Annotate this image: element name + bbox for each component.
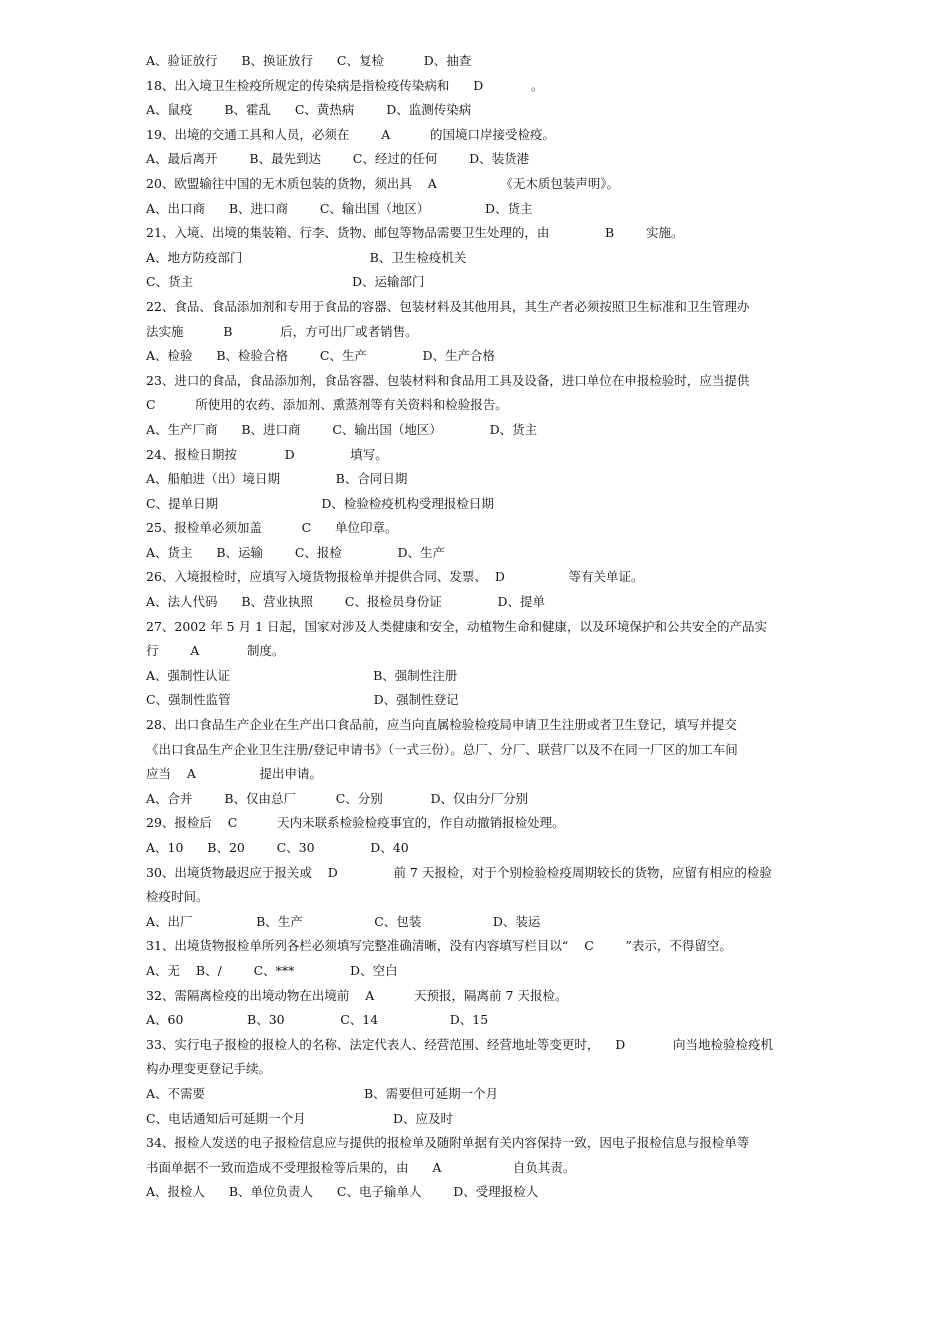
text-line: C、强制性监管 D、强制性登记: [146, 692, 459, 708]
text-line: A、验证放行 B、换证放行 C、复检 D、抽查: [146, 53, 472, 68]
text-line: 检疫时间。: [146, 889, 209, 905]
text-line: 32、需隔离检疫的出境动物在出境前 A 天预报，隔离前 7 天报检。: [146, 987, 568, 1003]
text-line: A、不需要 B、需要但可延期一个月: [146, 1085, 499, 1101]
text-line: A、出口商 B、进口商 C、输出国（地区） D、货主: [146, 200, 533, 216]
text-line: A、船舶进（出）境日期 B、合同日期: [146, 471, 408, 487]
text-line: 29、报检后 C 天内未联系检验检疫事宜的，作自动撤销报检处理。: [146, 815, 565, 831]
text-line: 18、出入境卫生检疫所规定的传染病是指检疫传染病和 D 。: [146, 77, 544, 93]
text-line: 23、进口的食品，食品添加剂，食品容器、包装材料和食品用工具及设备，进口单位在申报检验时，应当提供: [146, 372, 750, 388]
text-line: 19、出境的交通工具和人员，必须在 A 的国境口岸接受检疫。: [146, 126, 555, 142]
text-line: A、最后离开 B、最先到达 C、经过的任何 D、装货港: [146, 151, 530, 167]
text-line: A、货主 B、运输 C、报检 D、生产: [146, 544, 446, 560]
text-line: C、提单日期 D、检验检疫机构受理报检日期: [146, 495, 494, 511]
text-line: A、出厂 B、生产 C、包装 D、装运: [146, 913, 541, 929]
text-line: C、电话通知后可延期一个月 D、应及时: [146, 1110, 454, 1126]
text-line: 28、出口食品生产企业在生产出口食品前，应当向直属检验检疫局申请卫生注册或者卫生登记，填写并提交: [146, 717, 737, 733]
text-line: 34、报检人发送的电子报检信息应与提供的报检单及随附单据有关内容保持一致，因电子报检信息与报检单等: [146, 1135, 750, 1151]
text-line: A、地方防疫部门 B、卫生检疫机关: [146, 249, 467, 265]
text-line: A、无 B、/ C、*** D、空白: [146, 962, 398, 978]
text-line: 构办理变更登记手续。: [146, 1061, 272, 1077]
text-line: 31、出境货物报检单所列各栏必须填写完整准确清晰，没有内容填写栏目以“ C ”表示，不得留空。: [146, 938, 732, 954]
text-line: 书面单据不一致而造成不受理报检等后果的，由 A 自负其责。: [146, 1159, 576, 1175]
text-line: A、强制性认证 B、强制性注册: [146, 667, 458, 683]
text-line: 24、报检日期按 D 填写。: [146, 446, 388, 462]
text-line: A、60 B、30 C、14 D、15: [146, 1012, 489, 1028]
text-line: 30、出境货物最迟应于报关或 D 前 7 天报检，对于个别检验检疫周期较长的货物，应留有相应的检验: [146, 864, 772, 880]
text-line: A、鼠疫 B、霍乱 C、黄热病 D、监测传染病: [146, 102, 472, 118]
text-line: 27、2002 年 5 月 1 日起，国家对涉及人类健康和安全，动植物生命和健康，以及环境保护和公共安全的产品实: [146, 618, 767, 634]
text-line: 行 A 制度。: [146, 643, 285, 659]
text-line: C、货主 D、运输部门: [146, 274, 425, 290]
text-line: 21、入境、出境的集装箱、行李、货物、邮包等物品需要卫生处理的，由 B 实施。: [146, 225, 684, 241]
text-line: A、法人代码 B、营业执照 C、报检员身份证 D、提单: [146, 594, 546, 610]
text-line: 《出口食品生产企业卫生注册/登记申请书》（一式三份）。总厂、分厂、联营厂以及不在同一厂区的加工车间: [146, 741, 738, 757]
text-line: 33、实行电子报检的报检人的名称、法定代表人、经营范围、经营地址等变更时， D 向当地检验检疫机: [146, 1036, 774, 1052]
text-line: C 所使用的农药、添加剂、熏蒸剂等有关资料和检验报告。: [146, 397, 508, 413]
text-line: 22、食品、食品添加剂和专用于食品的容器、包装材料及其他用具，其生产者必须按照卫生标准和卫生管理办: [146, 298, 750, 314]
text-line: 26、入境报检时，应填写入境货物报检单并提供合同、发票、 D 等有关单证。: [146, 569, 644, 585]
text-line: A、报检人 B、单位负责人 C、电子输单人 D、受理报检人: [146, 1184, 539, 1200]
text-line: A、合并 B、仅由总厂 C、分别 D、仅由分厂分别: [146, 790, 529, 806]
text-line: 25、报检单必须加盖 C 单位印章。: [146, 520, 398, 536]
text-line: A、10 B、20 C、30 D、40: [146, 840, 409, 855]
text-line: 应当 A 提出申请。: [146, 766, 322, 782]
document-body: [146, 49, 808, 1205]
text-line: 法实施 B 后，方可出厂或者销售。: [146, 323, 418, 339]
text-line: 20、欧盟输往中国的无木质包装的货物，须出具 A 《无木质包装声明》。: [146, 175, 620, 191]
text-line: A、生产厂商 B、进口商 C、输出国（地区） D、货主: [146, 421, 538, 437]
text-line: A、检验 B、检验合格 C、生产 D、生产合格: [146, 348, 496, 364]
